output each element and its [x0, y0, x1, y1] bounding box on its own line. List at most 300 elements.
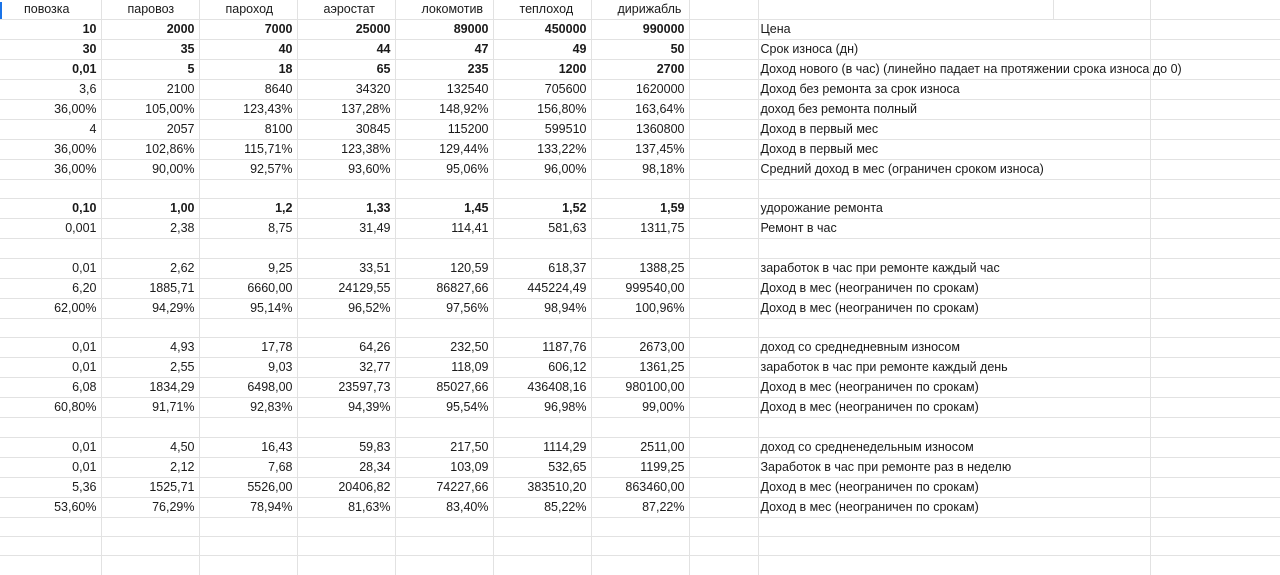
- value-cell[interactable]: 95,06%: [395, 160, 493, 180]
- empty-cell[interactable]: [689, 199, 758, 219]
- empty-cell[interactable]: [1053, 180, 1150, 199]
- value-cell[interactable]: [395, 318, 493, 337]
- empty-cell[interactable]: [1053, 278, 1150, 298]
- row-label[interactable]: Средний доход в мес (ограничен сроком износа): [758, 160, 1053, 180]
- value-cell[interactable]: [199, 418, 297, 437]
- empty-cell[interactable]: [689, 0, 758, 20]
- empty-cell[interactable]: [1150, 556, 1280, 575]
- empty-cell[interactable]: [689, 80, 758, 100]
- value-cell[interactable]: 91,71%: [101, 398, 199, 418]
- empty-cell[interactable]: [689, 318, 758, 337]
- value-cell[interactable]: 436408,16: [493, 378, 591, 398]
- row-label[interactable]: Доход нового (в час) (линейно падает на протяжении срока износа до 0): [758, 60, 1053, 80]
- value-cell[interactable]: 85027,66: [395, 378, 493, 398]
- empty-cell[interactable]: [689, 517, 758, 536]
- value-cell[interactable]: 129,44%: [395, 140, 493, 160]
- value-cell[interactable]: 36,00%: [0, 140, 101, 160]
- value-cell[interactable]: 606,12: [493, 358, 591, 378]
- value-cell[interactable]: 6498,00: [199, 378, 297, 398]
- value-cell[interactable]: [395, 239, 493, 258]
- empty-cell[interactable]: [689, 100, 758, 120]
- value-cell[interactable]: 0,001: [0, 219, 101, 239]
- value-cell[interactable]: 990000: [591, 20, 689, 40]
- value-cell[interactable]: 532,65: [493, 457, 591, 477]
- column-header[interactable]: локомотив: [395, 0, 493, 20]
- value-cell[interactable]: 2100: [101, 80, 199, 100]
- value-cell[interactable]: 1187,76: [493, 338, 591, 358]
- empty-cell[interactable]: [1053, 219, 1150, 239]
- value-cell[interactable]: 81,63%: [297, 497, 395, 517]
- value-cell[interactable]: 0,01: [0, 358, 101, 378]
- value-cell[interactable]: [591, 556, 689, 575]
- value-cell[interactable]: 1,45: [395, 199, 493, 219]
- empty-cell[interactable]: [1150, 0, 1280, 20]
- value-cell[interactable]: 1311,75: [591, 219, 689, 239]
- value-cell[interactable]: 120,59: [395, 258, 493, 278]
- value-cell[interactable]: [297, 239, 395, 258]
- value-cell[interactable]: 23597,73: [297, 378, 395, 398]
- empty-cell[interactable]: [689, 239, 758, 258]
- empty-cell[interactable]: [1053, 477, 1150, 497]
- value-cell[interactable]: [493, 418, 591, 437]
- empty-cell[interactable]: [1053, 258, 1150, 278]
- value-cell[interactable]: [591, 536, 689, 555]
- value-cell[interactable]: 16,43: [199, 437, 297, 457]
- value-cell[interactable]: 6,08: [0, 378, 101, 398]
- empty-cell[interactable]: [1150, 457, 1280, 477]
- empty-cell[interactable]: [1150, 239, 1280, 258]
- empty-cell[interactable]: [1053, 338, 1150, 358]
- value-cell[interactable]: [0, 239, 101, 258]
- empty-cell[interactable]: [1150, 298, 1280, 318]
- row-label[interactable]: Доход в мес (неограничен по срокам): [758, 398, 1053, 418]
- value-cell[interactable]: 118,09: [395, 358, 493, 378]
- value-cell[interactable]: 9,03: [199, 358, 297, 378]
- value-cell[interactable]: [493, 517, 591, 536]
- row-label[interactable]: удорожание ремонта: [758, 199, 1053, 219]
- value-cell[interactable]: 450000: [493, 20, 591, 40]
- value-cell[interactable]: 0,01: [0, 60, 101, 80]
- value-cell[interactable]: 599510: [493, 120, 591, 140]
- empty-cell[interactable]: [1150, 160, 1280, 180]
- value-cell[interactable]: 123,43%: [199, 100, 297, 120]
- value-cell[interactable]: 94,29%: [101, 298, 199, 318]
- value-cell[interactable]: 1620000: [591, 80, 689, 100]
- row-label[interactable]: [758, 536, 1053, 555]
- value-cell[interactable]: 4: [0, 120, 101, 140]
- value-cell[interactable]: 86827,66: [395, 278, 493, 298]
- row-label[interactable]: заработок в час при ремонте каждый час: [758, 258, 1053, 278]
- value-cell[interactable]: [395, 180, 493, 199]
- empty-cell[interactable]: [1053, 140, 1150, 160]
- empty-cell[interactable]: [758, 0, 1053, 20]
- empty-cell[interactable]: [1150, 536, 1280, 555]
- empty-cell[interactable]: [689, 40, 758, 60]
- value-cell[interactable]: 87,22%: [591, 497, 689, 517]
- column-header[interactable]: теплоход: [493, 0, 591, 20]
- empty-cell[interactable]: [689, 120, 758, 140]
- value-cell[interactable]: 5: [101, 60, 199, 80]
- value-cell[interactable]: 980100,00: [591, 378, 689, 398]
- value-cell[interactable]: 95,54%: [395, 398, 493, 418]
- value-cell[interactable]: 0,01: [0, 457, 101, 477]
- empty-cell[interactable]: [1150, 378, 1280, 398]
- row-label[interactable]: [758, 517, 1053, 536]
- value-cell[interactable]: 31,49: [297, 219, 395, 239]
- value-cell[interactable]: [101, 318, 199, 337]
- value-cell[interactable]: 235: [395, 60, 493, 80]
- value-cell[interactable]: 1834,29: [101, 378, 199, 398]
- value-cell[interactable]: 34320: [297, 80, 395, 100]
- value-cell[interactable]: 36,00%: [0, 160, 101, 180]
- value-cell[interactable]: [591, 239, 689, 258]
- value-cell[interactable]: 40: [199, 40, 297, 60]
- empty-cell[interactable]: [689, 457, 758, 477]
- value-cell[interactable]: [199, 239, 297, 258]
- value-cell[interactable]: 1,00: [101, 199, 199, 219]
- value-cell[interactable]: 10: [0, 20, 101, 40]
- value-cell[interactable]: 103,09: [395, 457, 493, 477]
- value-cell[interactable]: 98,94%: [493, 298, 591, 318]
- value-cell[interactable]: 123,38%: [297, 140, 395, 160]
- value-cell[interactable]: 137,45%: [591, 140, 689, 160]
- value-cell[interactable]: 96,98%: [493, 398, 591, 418]
- value-cell[interactable]: 1,59: [591, 199, 689, 219]
- value-cell[interactable]: 99,00%: [591, 398, 689, 418]
- value-cell[interactable]: [0, 556, 101, 575]
- value-cell[interactable]: [297, 536, 395, 555]
- empty-cell[interactable]: [1150, 477, 1280, 497]
- value-cell[interactable]: [591, 318, 689, 337]
- empty-cell[interactable]: [1053, 437, 1150, 457]
- value-cell[interactable]: 2700: [591, 60, 689, 80]
- empty-cell[interactable]: [1053, 517, 1150, 536]
- empty-cell[interactable]: [689, 418, 758, 437]
- value-cell[interactable]: 28,34: [297, 457, 395, 477]
- value-cell[interactable]: [297, 418, 395, 437]
- value-cell[interactable]: 383510,20: [493, 477, 591, 497]
- value-cell[interactable]: 581,63: [493, 219, 591, 239]
- value-cell[interactable]: 30845: [297, 120, 395, 140]
- value-cell[interactable]: 76,29%: [101, 497, 199, 517]
- value-cell[interactable]: 1,52: [493, 199, 591, 219]
- value-cell[interactable]: [395, 556, 493, 575]
- value-cell[interactable]: [493, 318, 591, 337]
- value-cell[interactable]: 36,00%: [0, 100, 101, 120]
- value-cell[interactable]: 65: [297, 60, 395, 80]
- empty-cell[interactable]: [689, 398, 758, 418]
- value-cell[interactable]: 50: [591, 40, 689, 60]
- empty-cell[interactable]: [1053, 418, 1150, 437]
- empty-cell[interactable]: [1150, 20, 1280, 40]
- value-cell[interactable]: [101, 556, 199, 575]
- value-cell[interactable]: [591, 517, 689, 536]
- value-cell[interactable]: 133,22%: [493, 140, 591, 160]
- value-cell[interactable]: [199, 517, 297, 536]
- empty-cell[interactable]: [689, 378, 758, 398]
- empty-cell[interactable]: [1053, 40, 1150, 60]
- value-cell[interactable]: [0, 517, 101, 536]
- row-label[interactable]: Ремонт в час: [758, 219, 1053, 239]
- empty-cell[interactable]: [1150, 120, 1280, 140]
- value-cell[interactable]: [493, 180, 591, 199]
- value-cell[interactable]: 32,77: [297, 358, 395, 378]
- value-cell[interactable]: 90,00%: [101, 160, 199, 180]
- row-label[interactable]: Доход в мес (неограничен по срокам): [758, 378, 1053, 398]
- empty-cell[interactable]: [1150, 140, 1280, 160]
- value-cell[interactable]: 115,71%: [199, 140, 297, 160]
- value-cell[interactable]: 85,22%: [493, 497, 591, 517]
- value-cell[interactable]: 5,36: [0, 477, 101, 497]
- value-cell[interactable]: 2673,00: [591, 338, 689, 358]
- value-cell[interactable]: [297, 180, 395, 199]
- empty-cell[interactable]: [1150, 199, 1280, 219]
- value-cell[interactable]: 156,80%: [493, 100, 591, 120]
- value-cell[interactable]: [199, 318, 297, 337]
- empty-cell[interactable]: [689, 60, 758, 80]
- value-cell[interactable]: 100,96%: [591, 298, 689, 318]
- value-cell[interactable]: [395, 517, 493, 536]
- value-cell[interactable]: 7000: [199, 20, 297, 40]
- value-cell[interactable]: 53,60%: [0, 497, 101, 517]
- empty-cell[interactable]: [1053, 160, 1150, 180]
- value-cell[interactable]: [493, 556, 591, 575]
- value-cell[interactable]: [493, 239, 591, 258]
- empty-cell[interactable]: [1053, 100, 1150, 120]
- empty-cell[interactable]: [689, 497, 758, 517]
- empty-cell[interactable]: [689, 160, 758, 180]
- empty-cell[interactable]: [1053, 298, 1150, 318]
- empty-cell[interactable]: [1150, 358, 1280, 378]
- value-cell[interactable]: 30: [0, 40, 101, 60]
- empty-cell[interactable]: [689, 278, 758, 298]
- value-cell[interactable]: 64,26: [297, 338, 395, 358]
- row-label[interactable]: Доход без ремонта за срок износа: [758, 80, 1053, 100]
- empty-cell[interactable]: [1150, 338, 1280, 358]
- value-cell[interactable]: 35: [101, 40, 199, 60]
- empty-cell[interactable]: [1053, 80, 1150, 100]
- value-cell[interactable]: 2,12: [101, 457, 199, 477]
- row-label[interactable]: доход со среднедневным износом: [758, 338, 1053, 358]
- empty-cell[interactable]: [1053, 556, 1150, 575]
- value-cell[interactable]: [101, 180, 199, 199]
- value-cell[interactable]: [101, 536, 199, 555]
- empty-cell[interactable]: [1053, 318, 1150, 337]
- value-cell[interactable]: [297, 517, 395, 536]
- empty-cell[interactable]: [1053, 120, 1150, 140]
- value-cell[interactable]: [101, 239, 199, 258]
- column-header[interactable]: паровоз: [101, 0, 199, 20]
- empty-cell[interactable]: [689, 180, 758, 199]
- empty-cell[interactable]: [1150, 398, 1280, 418]
- value-cell[interactable]: 1,2: [199, 199, 297, 219]
- value-cell[interactable]: 445224,49: [493, 278, 591, 298]
- empty-cell[interactable]: [1053, 358, 1150, 378]
- row-label[interactable]: Доход в мес (неограничен по срокам): [758, 298, 1053, 318]
- column-header[interactable]: дирижабль: [591, 0, 689, 20]
- value-cell[interactable]: 4,93: [101, 338, 199, 358]
- row-label[interactable]: Доход в мес (неограничен по срокам): [758, 477, 1053, 497]
- row-label[interactable]: [758, 180, 1053, 199]
- value-cell[interactable]: 7,68: [199, 457, 297, 477]
- value-cell[interactable]: 1361,25: [591, 358, 689, 378]
- empty-cell[interactable]: [1150, 40, 1280, 60]
- empty-cell[interactable]: [1150, 437, 1280, 457]
- value-cell[interactable]: 705600: [493, 80, 591, 100]
- empty-cell[interactable]: [689, 338, 758, 358]
- value-cell[interactable]: 232,50: [395, 338, 493, 358]
- empty-cell[interactable]: [1150, 418, 1280, 437]
- value-cell[interactable]: 74227,66: [395, 477, 493, 497]
- empty-cell[interactable]: [1150, 497, 1280, 517]
- value-cell[interactable]: 94,39%: [297, 398, 395, 418]
- value-cell[interactable]: 59,83: [297, 437, 395, 457]
- value-cell[interactable]: 24129,55: [297, 278, 395, 298]
- row-label[interactable]: Заработок в час при ремонте раз в неделю: [758, 457, 1053, 477]
- column-header[interactable]: аэростат: [297, 0, 395, 20]
- empty-cell[interactable]: [689, 437, 758, 457]
- row-label[interactable]: Цена: [758, 20, 1053, 40]
- empty-cell[interactable]: [689, 258, 758, 278]
- value-cell[interactable]: [199, 180, 297, 199]
- value-cell[interactable]: 0,01: [0, 338, 101, 358]
- value-cell[interactable]: 33,51: [297, 258, 395, 278]
- empty-cell[interactable]: [1053, 239, 1150, 258]
- row-label[interactable]: доход без ремонта полный: [758, 100, 1053, 120]
- value-cell[interactable]: 163,64%: [591, 100, 689, 120]
- value-cell[interactable]: 1388,25: [591, 258, 689, 278]
- empty-cell[interactable]: [689, 219, 758, 239]
- empty-cell[interactable]: [1053, 536, 1150, 555]
- value-cell[interactable]: 96,00%: [493, 160, 591, 180]
- value-cell[interactable]: [297, 318, 395, 337]
- value-cell[interactable]: [0, 536, 101, 555]
- value-cell[interactable]: 4,50: [101, 437, 199, 457]
- value-cell[interactable]: [199, 536, 297, 555]
- value-cell[interactable]: 999540,00: [591, 278, 689, 298]
- value-cell[interactable]: 1360800: [591, 120, 689, 140]
- value-cell[interactable]: 89000: [395, 20, 493, 40]
- empty-cell[interactable]: [1150, 258, 1280, 278]
- empty-cell[interactable]: [689, 477, 758, 497]
- value-cell[interactable]: [0, 418, 101, 437]
- empty-cell[interactable]: [1053, 199, 1150, 219]
- value-cell[interactable]: 217,50: [395, 437, 493, 457]
- value-cell[interactable]: 6660,00: [199, 278, 297, 298]
- value-cell[interactable]: 98,18%: [591, 160, 689, 180]
- value-cell[interactable]: 105,00%: [101, 100, 199, 120]
- value-cell[interactable]: 92,57%: [199, 160, 297, 180]
- empty-cell[interactable]: [1053, 497, 1150, 517]
- value-cell[interactable]: 97,56%: [395, 298, 493, 318]
- row-label[interactable]: [758, 556, 1053, 575]
- empty-cell[interactable]: [1150, 517, 1280, 536]
- value-cell[interactable]: 17,78: [199, 338, 297, 358]
- value-cell[interactable]: 148,92%: [395, 100, 493, 120]
- value-cell[interactable]: 2,55: [101, 358, 199, 378]
- value-cell[interactable]: 0,01: [0, 437, 101, 457]
- value-cell[interactable]: 2000: [101, 20, 199, 40]
- value-cell[interactable]: 92,83%: [199, 398, 297, 418]
- value-cell[interactable]: 96,52%: [297, 298, 395, 318]
- value-cell[interactable]: 8100: [199, 120, 297, 140]
- value-cell[interactable]: 60,80%: [0, 398, 101, 418]
- value-cell[interactable]: [493, 536, 591, 555]
- value-cell[interactable]: [0, 180, 101, 199]
- value-cell[interactable]: 18: [199, 60, 297, 80]
- value-cell[interactable]: 1525,71: [101, 477, 199, 497]
- value-cell[interactable]: 863460,00: [591, 477, 689, 497]
- value-cell[interactable]: [297, 556, 395, 575]
- value-cell[interactable]: 5526,00: [199, 477, 297, 497]
- value-cell[interactable]: 0,01: [0, 258, 101, 278]
- value-cell[interactable]: 1200: [493, 60, 591, 80]
- value-cell[interactable]: 1199,25: [591, 457, 689, 477]
- empty-cell[interactable]: [1053, 457, 1150, 477]
- value-cell[interactable]: 132540: [395, 80, 493, 100]
- empty-cell[interactable]: [1150, 180, 1280, 199]
- empty-cell[interactable]: [1053, 20, 1150, 40]
- value-cell[interactable]: [591, 180, 689, 199]
- value-cell[interactable]: 2,38: [101, 219, 199, 239]
- value-cell[interactable]: [101, 517, 199, 536]
- empty-cell[interactable]: [689, 140, 758, 160]
- empty-cell[interactable]: [689, 536, 758, 555]
- value-cell[interactable]: 95,14%: [199, 298, 297, 318]
- empty-cell[interactable]: [1150, 100, 1280, 120]
- value-cell[interactable]: 2511,00: [591, 437, 689, 457]
- value-cell[interactable]: 114,41: [395, 219, 493, 239]
- value-cell[interactable]: 3,6: [0, 80, 101, 100]
- row-label[interactable]: [758, 418, 1053, 437]
- empty-cell[interactable]: [689, 298, 758, 318]
- row-label[interactable]: Доход в мес (неограничен по срокам): [758, 278, 1053, 298]
- value-cell[interactable]: 44: [297, 40, 395, 60]
- column-header[interactable]: пароход: [199, 0, 297, 20]
- value-cell[interactable]: 25000: [297, 20, 395, 40]
- value-cell[interactable]: 115200: [395, 120, 493, 140]
- value-cell[interactable]: [591, 418, 689, 437]
- value-cell[interactable]: 8640: [199, 80, 297, 100]
- value-cell[interactable]: 20406,82: [297, 477, 395, 497]
- empty-cell[interactable]: [689, 358, 758, 378]
- value-cell[interactable]: [199, 556, 297, 575]
- value-cell[interactable]: 137,28%: [297, 100, 395, 120]
- value-cell[interactable]: 102,86%: [101, 140, 199, 160]
- value-cell[interactable]: 49: [493, 40, 591, 60]
- empty-cell[interactable]: [1053, 378, 1150, 398]
- empty-cell[interactable]: [1150, 219, 1280, 239]
- value-cell[interactable]: 6,20: [0, 278, 101, 298]
- value-cell[interactable]: 93,60%: [297, 160, 395, 180]
- value-cell[interactable]: 1885,71: [101, 278, 199, 298]
- row-label[interactable]: Доход в мес (неограничен по срокам): [758, 497, 1053, 517]
- value-cell[interactable]: 83,40%: [395, 497, 493, 517]
- row-label[interactable]: [758, 239, 1053, 258]
- value-cell[interactable]: [395, 418, 493, 437]
- value-cell[interactable]: 47: [395, 40, 493, 60]
- value-cell[interactable]: 2057: [101, 120, 199, 140]
- value-cell[interactable]: 8,75: [199, 219, 297, 239]
- value-cell[interactable]: 0,10: [0, 199, 101, 219]
- value-cell[interactable]: 78,94%: [199, 497, 297, 517]
- value-cell[interactable]: [101, 418, 199, 437]
- empty-cell[interactable]: [1150, 80, 1280, 100]
- row-label[interactable]: Доход в первый мес: [758, 140, 1053, 160]
- value-cell[interactable]: 62,00%: [0, 298, 101, 318]
- value-cell[interactable]: 1114,29: [493, 437, 591, 457]
- value-cell[interactable]: [0, 318, 101, 337]
